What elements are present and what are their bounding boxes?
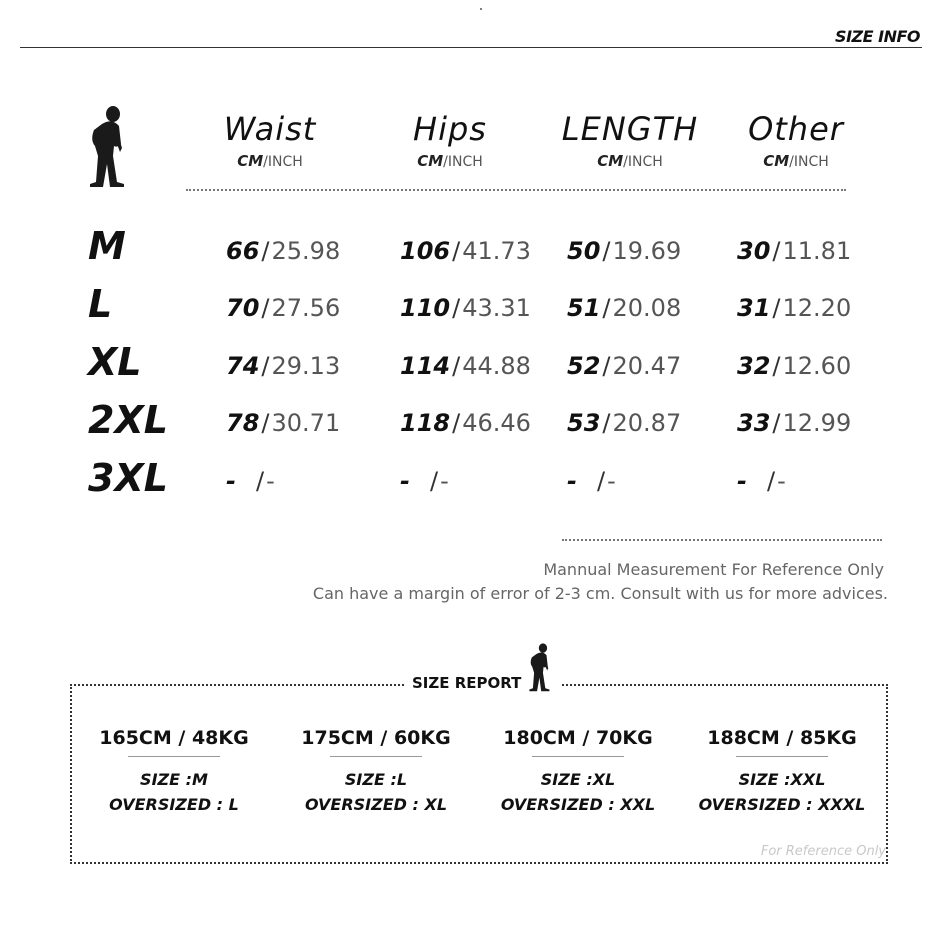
cell-inch: - (266, 467, 275, 495)
table-cell: 33/12.99 (737, 409, 852, 437)
column-header-waist (190, 112, 350, 171)
report-height-weight: 175CM / 60KG (301, 727, 451, 749)
report-oversized: OVERSIZED : L (109, 795, 239, 814)
cell-inch: 30.71 (271, 409, 341, 437)
unit-cm: CM (237, 152, 264, 170)
cell-inch: 12.99 (782, 409, 852, 437)
report-size: SIZE :XXL (738, 770, 826, 789)
table-cell: 106/41.73 (400, 237, 531, 265)
column-name: Hips (413, 110, 487, 148)
report-size: SIZE :XL (540, 770, 616, 789)
cell-inch: 19.69 (612, 237, 682, 265)
unit-label: CM/INCH (417, 152, 483, 170)
cell-inch: 12.60 (782, 352, 852, 380)
report-divider (532, 756, 624, 757)
report-oversized: OVERSIZED : XL (304, 795, 448, 814)
column-header-other (716, 112, 876, 171)
unit-cm: CM (597, 152, 624, 170)
report-item (684, 726, 880, 817)
report-oversized: OVERSIZED : XXL (500, 795, 656, 814)
cell-inch: 20.47 (612, 352, 682, 380)
unit-inch: INCH (447, 154, 483, 170)
unit-label: CM/INCH (763, 152, 829, 170)
page-title: SIZE INFO (835, 27, 920, 46)
cell-cm: 114 (400, 352, 451, 380)
cell-inch: - (777, 467, 786, 495)
column-name: Other (748, 110, 844, 148)
report-size: SIZE :M (140, 770, 208, 789)
report-item (76, 726, 272, 817)
table-cell: 52/20.47 (567, 352, 682, 380)
size-report-header (404, 640, 561, 696)
table-cell: 50/19.69 (567, 237, 682, 265)
cell-cm: - (226, 467, 236, 495)
report-item (480, 726, 676, 817)
header-divider (20, 47, 922, 48)
table-cell: 30/11.81 (737, 237, 852, 265)
reference-only-note: For Reference Only (760, 844, 886, 859)
cell-inch: - (440, 467, 449, 495)
cell-cm: 66 (226, 237, 260, 265)
note-margin-of-error: Can have a margin of error of 2-3 cm. Consult with us for more advices. (312, 584, 888, 603)
top-dot (480, 8, 482, 10)
note-reference: Mannual Measurement For Reference Only (543, 560, 884, 579)
cell-inch: 12.20 (782, 294, 852, 322)
cell-cm: 118 (400, 409, 451, 437)
cell-inch: 11.81 (782, 237, 852, 265)
cell-cm: 50 (567, 237, 601, 265)
table-cell: 66/25.98 (226, 237, 341, 265)
unit-label: CM/INCH (597, 152, 663, 170)
unit-inch: INCH (267, 154, 303, 170)
cell-cm: 110 (400, 294, 451, 322)
table-cell: 114/44.88 (400, 352, 531, 380)
report-height-weight: 165CM / 48KG (99, 727, 249, 749)
cell-inch: 44.88 (462, 352, 531, 380)
table-cell: 31/12.20 (737, 294, 852, 322)
cell-inch: 25.98 (271, 237, 341, 265)
cell-cm: 70 (226, 294, 260, 322)
size-label: 2XL (88, 398, 168, 442)
report-size: SIZE :L (344, 770, 408, 789)
cell-inch: 41.73 (462, 237, 531, 265)
header-dotted-divider (186, 189, 846, 191)
report-item (278, 726, 474, 817)
table-cell: 118/46.46 (400, 409, 531, 437)
column-header-hips (370, 112, 530, 171)
cell-cm: 33 (737, 409, 771, 437)
column-header-length (550, 112, 710, 171)
column-name: Waist (223, 110, 317, 148)
size-label: M (88, 224, 126, 268)
unit-inch: INCH (793, 154, 829, 170)
table-cell: - /- (400, 467, 449, 495)
report-oversized: OVERSIZED : XXXL (698, 795, 866, 814)
report-height-weight: 180CM / 70KG (503, 727, 653, 749)
person-silhouette-small-icon (527, 642, 553, 696)
cell-inch: 43.31 (462, 294, 531, 322)
cell-cm: - (567, 467, 577, 495)
size-label: L (88, 282, 113, 326)
cell-cm: 78 (226, 409, 260, 437)
cell-cm: 32 (737, 352, 771, 380)
table-cell: 53/20.87 (567, 409, 682, 437)
unit-cm: CM (417, 152, 444, 170)
unit-inch: INCH (627, 154, 663, 170)
report-divider (128, 756, 220, 757)
table-cell: 51/20.08 (567, 294, 682, 322)
report-height-weight: 188CM / 85KG (707, 727, 857, 749)
table-cell: 78/30.71 (226, 409, 341, 437)
table-cell: - /- (226, 467, 275, 495)
cell-cm: 30 (737, 237, 771, 265)
table-cell: 110/43.31 (400, 294, 531, 322)
size-report-title: SIZE REPORT (412, 674, 522, 692)
cell-cm: - (400, 467, 410, 495)
unit-cm: CM (763, 152, 790, 170)
size-label: 3XL (88, 456, 168, 500)
column-name: LENGTH (561, 110, 699, 148)
table-cell: 70/27.56 (226, 294, 341, 322)
table-cell: - /- (737, 467, 786, 495)
cell-cm: 31 (737, 294, 771, 322)
cell-cm: 52 (567, 352, 601, 380)
report-divider (330, 756, 422, 757)
cell-inch: 20.08 (612, 294, 682, 322)
unit-label: CM/INCH (237, 152, 303, 170)
cell-cm: 53 (567, 409, 601, 437)
cell-cm: - (737, 467, 747, 495)
cell-inch: 46.46 (462, 409, 531, 437)
person-silhouette-icon (86, 104, 130, 188)
cell-cm: 106 (400, 237, 451, 265)
cell-inch: 29.13 (271, 352, 341, 380)
cell-cm: 74 (226, 352, 260, 380)
cell-inch: 27.56 (271, 294, 341, 322)
table-cell: - /- (567, 467, 616, 495)
report-divider (736, 756, 828, 757)
table-cell: 32/12.60 (737, 352, 852, 380)
cell-inch: 20.87 (612, 409, 682, 437)
notes-dotted-divider (562, 539, 882, 541)
size-label: XL (88, 340, 142, 384)
table-cell: 74/29.13 (226, 352, 341, 380)
cell-inch: - (607, 467, 616, 495)
cell-cm: 51 (567, 294, 601, 322)
